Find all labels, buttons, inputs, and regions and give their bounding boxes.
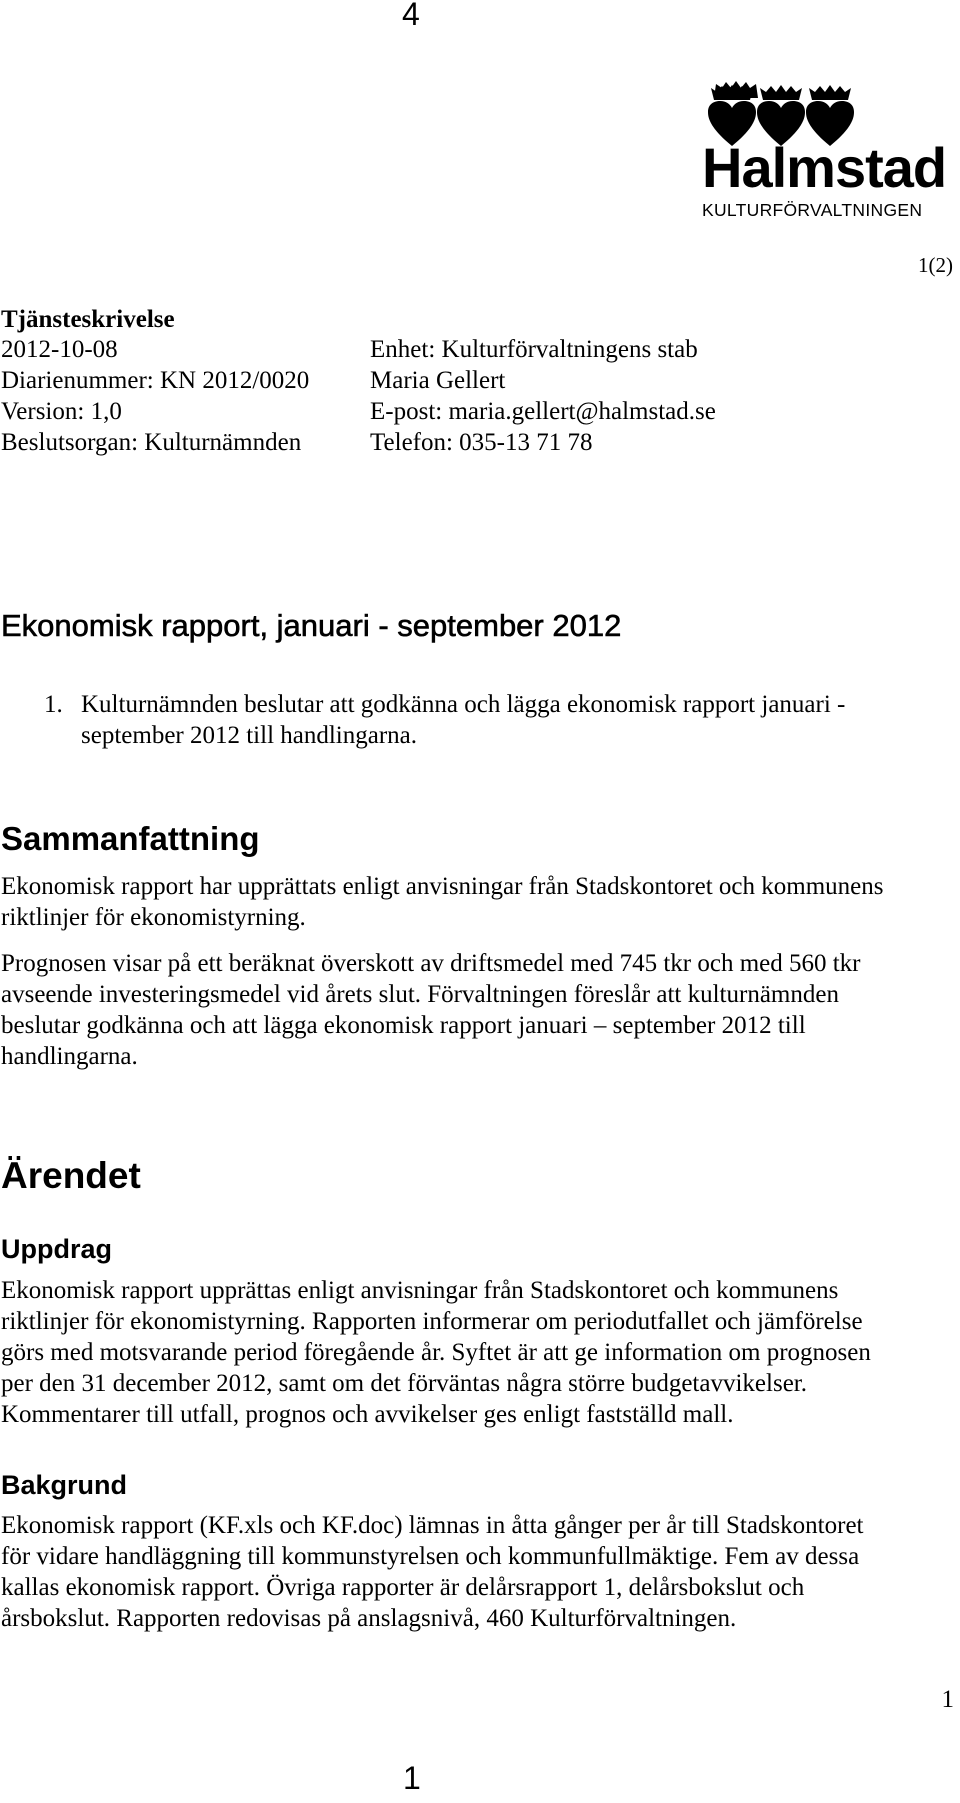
page-title: Ekonomisk rapport, januari - september 2012 xyxy=(1,608,622,643)
decision-line: september 2012 till handlingarna. xyxy=(81,722,418,749)
text-line: årsbokslut. Rapporten redovisas på anslagsnivå, 460 Kulturförvaltningen. xyxy=(1,1605,737,1632)
meta-beslutsorgan: Beslutsorgan: Kulturnämnden xyxy=(1,429,302,456)
top-page-number: 4 xyxy=(402,0,420,32)
text-line: beslutar godkänna och att lägga ekonomisk rapport januari – september 2012 till xyxy=(1,1012,806,1039)
uppdrag-heading: Uppdrag xyxy=(1,1234,112,1264)
decision-text xyxy=(81,689,845,751)
logo-wordmark: Halmstad xyxy=(702,136,947,199)
meta-version: Version: 1,0 xyxy=(1,398,122,425)
text-line: handlingarna. xyxy=(1,1043,138,1070)
halmstad-logo xyxy=(700,80,956,222)
meta-name: Maria Gellert xyxy=(370,367,506,394)
page-number-bottom: 1 xyxy=(403,1760,421,1796)
text-line: per den 31 december 2012, samt om det förväntas några större budgetavvikelser. xyxy=(1,1370,807,1397)
text-line: för vidare handläggning till kommunstyrelsen och kommunfullmäktige. Fem av dessa xyxy=(1,1543,860,1570)
logo-subtitle: KULTURFÖRVALTNINGEN xyxy=(702,200,923,220)
text-line: Ekonomisk rapport har upprättats enligt anvisningar från Stadskontoret och kommunens xyxy=(1,873,884,900)
page-number-right: 1 xyxy=(941,1686,954,1713)
summary-paragraph-1 xyxy=(1,871,883,933)
meta-email: E-post: maria.gellert@halmstad.se xyxy=(370,398,716,425)
meta-diarienummer: Diarienummer: KN 2012/0020 xyxy=(1,367,310,394)
meta-left xyxy=(1,334,309,458)
bakgrund-heading: Bakgrund xyxy=(1,1470,128,1500)
summary-paragraph-2 xyxy=(1,948,861,1072)
text-line: Ekonomisk rapport (KF.xls och KF.doc) lämnas in åtta gånger per år till Stadskontoret xyxy=(1,1512,864,1539)
text-line: kallas ekonomisk rapport. Övriga rapporter är delårsrapport 1, delårsbokslut och xyxy=(1,1574,805,1601)
page-count: 1(2) xyxy=(918,253,953,277)
decision-number: 1. xyxy=(44,691,63,718)
meta-right xyxy=(370,334,716,458)
decision-line: Kulturnämnden beslutar att godkänna och lägga ekonomisk rapport januari - xyxy=(81,691,846,718)
bakgrund-paragraph xyxy=(1,1510,864,1634)
text-line: riktlinjer för ekonomistyrning. xyxy=(1,904,306,931)
meta-phone: Telefon: 035-13 71 78 xyxy=(370,429,593,456)
text-line: Kommentarer till utfall, prognos och avvikelser ges enligt fastställd mall. xyxy=(1,1401,734,1428)
doc-type: Tjänsteskrivelse xyxy=(1,306,175,333)
summary-heading: Sammanfattning xyxy=(1,820,260,857)
uppdrag-paragraph xyxy=(1,1275,871,1430)
text-line: riktlinjer för ekonomistyrning. Rapporten informerar om periodutfallet och jämförelse xyxy=(1,1308,863,1335)
meta-enhet: Enhet: Kulturförvaltningens stab xyxy=(370,336,698,363)
text-line: avseende investeringsmedel vid årets slut. Förvaltningen föreslår att kulturnämnden xyxy=(1,981,839,1008)
meta-date: 2012-10-08 xyxy=(1,336,118,363)
text-line: Ekonomisk rapport upprättas enligt anvisningar från Stadskontoret och kommunens xyxy=(1,1277,839,1304)
text-line: görs med motsvarande period föregående år. Syftet är att ge information om prognosen xyxy=(1,1339,871,1366)
text-line: Prognosen visar på ett beräknat överskott av driftsmedel med 745 tkr och med 560 tkr xyxy=(1,950,861,977)
arendet-heading: Ärendet xyxy=(1,1155,141,1196)
